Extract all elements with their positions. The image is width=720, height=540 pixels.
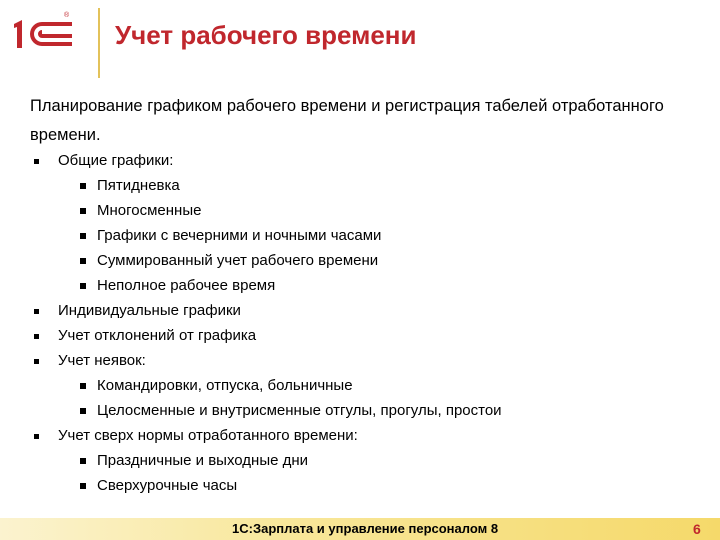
sub-bullet-marker: [80, 208, 86, 214]
sub-bullet-marker: [80, 283, 86, 289]
sub-bullet-marker: [80, 233, 86, 239]
list-item: Общие графики:: [58, 152, 174, 169]
sub-bullet-marker: [80, 183, 86, 189]
sub-list-item: Графики с вечерними и ночными часами: [97, 227, 382, 244]
list-item: Учет неявок:: [58, 352, 146, 369]
bullet-marker: [34, 434, 39, 439]
sub-list-item: Пятидневка: [97, 177, 180, 194]
bullet-marker: [34, 359, 39, 364]
sub-list-item: Сверхурочные часы: [97, 477, 238, 494]
intro-paragraph: Планирование графиком рабочего времени и регистрация табелей отработанного времени.: [30, 97, 664, 144]
bullet-marker: [34, 309, 39, 314]
sub-list-item: Командировки, отпуска, больничные: [97, 377, 353, 394]
sub-list-item: Многосменные: [97, 202, 202, 219]
sub-list-item: Целосменные и внутрисменные отгулы, прогулы, простои: [97, 402, 502, 419]
bullet-marker: [34, 334, 39, 339]
bullet-marker: [34, 159, 39, 164]
sub-bullet-marker: [80, 408, 86, 414]
page-title: Учет рабочего времени: [115, 20, 417, 50]
footer-product-name: 1С:Зарплата и управление персоналом 8: [232, 521, 499, 536]
sub-bullet-marker: [80, 258, 86, 264]
sub-list-item: Суммированный учет рабочего времени: [97, 252, 379, 269]
sub-list-item: Праздничные и выходные дни: [97, 452, 309, 469]
1c-logo: [12, 18, 78, 50]
header-divider: [98, 8, 100, 78]
sub-bullet-marker: [80, 483, 86, 489]
1c-logo-icon: [12, 18, 78, 50]
list-item: Учет сверх нормы отработанного времени:: [58, 427, 358, 444]
list-item: Индивидуальные графики: [58, 302, 241, 319]
sub-bullet-marker: [80, 458, 86, 464]
page-number: 6: [693, 521, 701, 537]
sub-bullet-marker: [80, 383, 86, 389]
registered-mark: ®: [64, 12, 70, 19]
list-item: Учет отклонений от графика: [58, 327, 257, 344]
sub-list-item: Неполное рабочее время: [97, 277, 276, 294]
